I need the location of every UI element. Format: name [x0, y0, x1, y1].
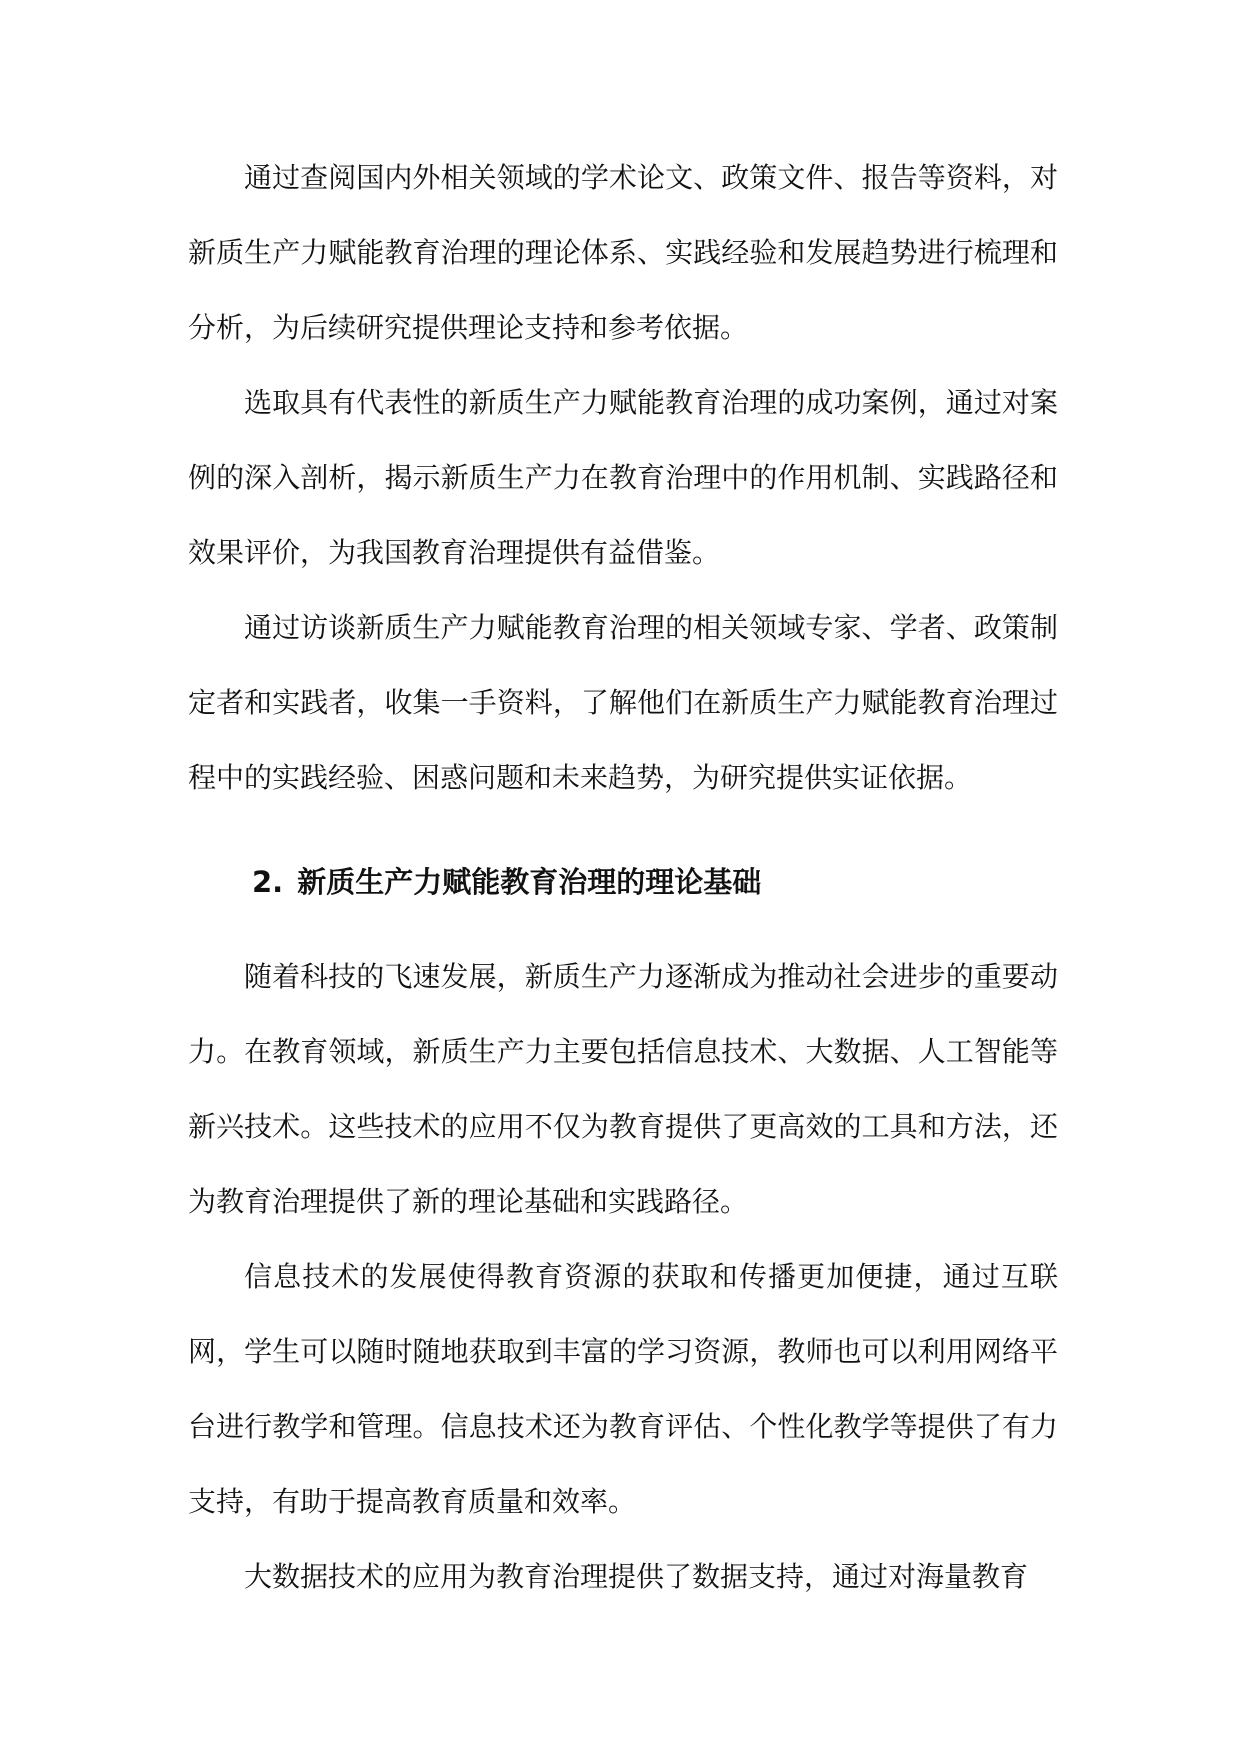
paragraph-information-technology: 信息技术的发展使得教育资源的获取和传播更加便捷，通过互联网，学生可以随时随地获取到丰富的学习资源，教师也可以利用网络平台进行教学和管理。信息技术还为教育评估、个性化教学等提供了有力支持，有助于提高教育质量和效率。: [188, 1260, 1058, 1518]
paragraph-literature-review: 通过查阅国内外相关领域的学术论文、政策文件、报告等资料，对新质生产力赋能教育治理的理论体系、实践经验和发展趋势进行梳理和分析，为后续研究提供理论支持和参考依据。: [188, 161, 1058, 344]
section-title: 新质生产力赋能教育治理的理论基础: [297, 865, 762, 899]
section-theory-body: [188, 939, 1058, 1614]
paragraph-new-productivity: 随着科技的飞速发展，新质生产力逐渐成为推动社会进步的重要动力。在教育领域，新质生产力主要包括信息技术、大数据、人工智能等新兴技术。这些技术的应用不仅为教育提供了更高效的工具和方法，还为教育治理提供了新的理论基础和实践路径。: [188, 960, 1058, 1218]
paragraph-interview: 通过访谈新质生产力赋能教育治理的相关领域专家、学者、政策制定者和实践者，收集一手资料，了解他们在新质生产力赋能教育治理过程中的实践经验、困惑问题和未来趋势，为研究提供实证依据。: [188, 611, 1058, 794]
paragraph-case-study: 选取具有代表性的新质生产力赋能教育治理的成功案例，通过对案例的深入剖析，揭示新质生产力在教育治理中的作用机制、实践路径和效果评价，为我国教育治理提供有益借鉴。: [188, 386, 1058, 569]
section-heading: [252, 862, 761, 902]
section-number: 2.: [252, 865, 284, 899]
section-intro-body: [188, 140, 1058, 815]
paragraph-big-data: 大数据技术的应用为教育治理提供了数据支持，通过对海量教育: [244, 1560, 1029, 1593]
